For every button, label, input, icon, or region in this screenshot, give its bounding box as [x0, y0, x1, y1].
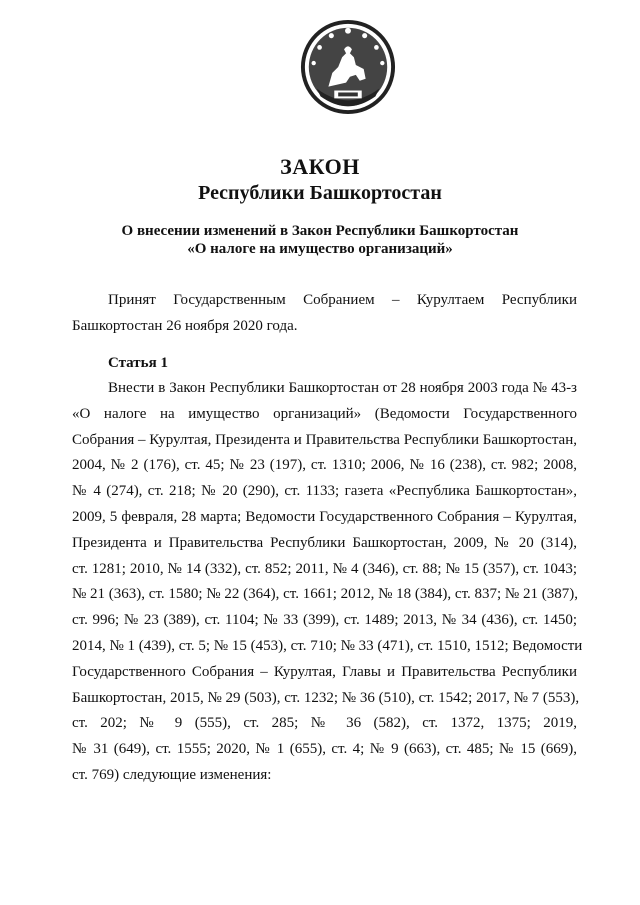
article-line: Внести в Закон Республики Башкортостан от 28 ноября 2003 года № 43-з: [108, 380, 577, 396]
coat-of-arms-icon: [299, 18, 397, 116]
article-heading: Статья 1: [108, 355, 168, 371]
law-subject: [0, 222, 640, 258]
article-line: «О налоге на имущество организаций» (Ведомости Государственного: [72, 405, 577, 422]
article-line: 2009, 5 февраля, 28 марта; Ведомости Государственного Собрания – Курултая,: [72, 508, 577, 525]
adoption-paragraph: [72, 288, 577, 340]
adoption-line: Башкортостан 26 ноября 2020 года.: [72, 317, 298, 334]
subject-line: О внесении изменений в Закон Республики Башкортостан: [121, 223, 519, 239]
article-paragraph: [72, 376, 583, 789]
article-line: 2014, № 1 (439), ст. 5; № 15 (453), ст. 710; № 33 (471), ст. 1510, 1512; Ведомости: [72, 637, 583, 654]
subject-line: «О налоге на имущество организаций»: [187, 241, 453, 257]
article-line: № 4 (274), ст. 218; № 20 (290), ст. 1133; газета «Республика Башкортостан»,: [72, 483, 577, 500]
article-line: ст. 202; № 9 (555), ст. 285; № 36 (582), ст. 1372, 1375; 2019,: [72, 715, 577, 732]
article-line: № 31 (649), ст. 1555; 2020, № 1 (655), ст. 4; № 9 (663), ст. 485; № 15 (669),: [72, 741, 577, 758]
article-line: Башкортостан, 2015, № 29 (503), ст. 1232; № 36 (510), ст. 1542; 2017, № 7 (553),: [72, 689, 580, 706]
adoption-line: Принят Государственным Собранием – Курултаем Республики: [108, 292, 577, 308]
article-line: Президента и Правительства Республики Башкортостан, 2009, № 20 (314),: [72, 534, 577, 551]
article-line: Собрания – Курултая, Президента и Правительства Республики Башкортостан,: [72, 431, 577, 448]
article-line: ст. 769) следующие изменения:: [72, 766, 272, 783]
article-line: № 21 (363), ст. 1580; № 22 (364), ст. 1661; 2012, № 18 (384), ст. 837; № 21 (387),: [72, 586, 578, 603]
article-line: Государственного Собрания – Курултая, Главы и Правительства Республики: [72, 663, 577, 680]
article-line: ст. 1281; 2010, № 14 (332), ст. 852; 2011, № 4 (346), ст. 88; № 15 (357), ст. 1043;: [72, 560, 577, 577]
law-title: ЗАКОН: [280, 154, 360, 179]
law-subtitle: Республики Башкортостан: [198, 182, 442, 204]
article-line: 2004, № 2 (176), ст. 45; № 23 (197), ст. 1310; 2006, № 16 (238), ст. 982; 2008,: [72, 457, 577, 474]
article-line: ст. 996; № 23 (389), ст. 1104; № 33 (399), ст. 1489; 2013, № 34 (436), ст. 1450;: [72, 612, 577, 629]
